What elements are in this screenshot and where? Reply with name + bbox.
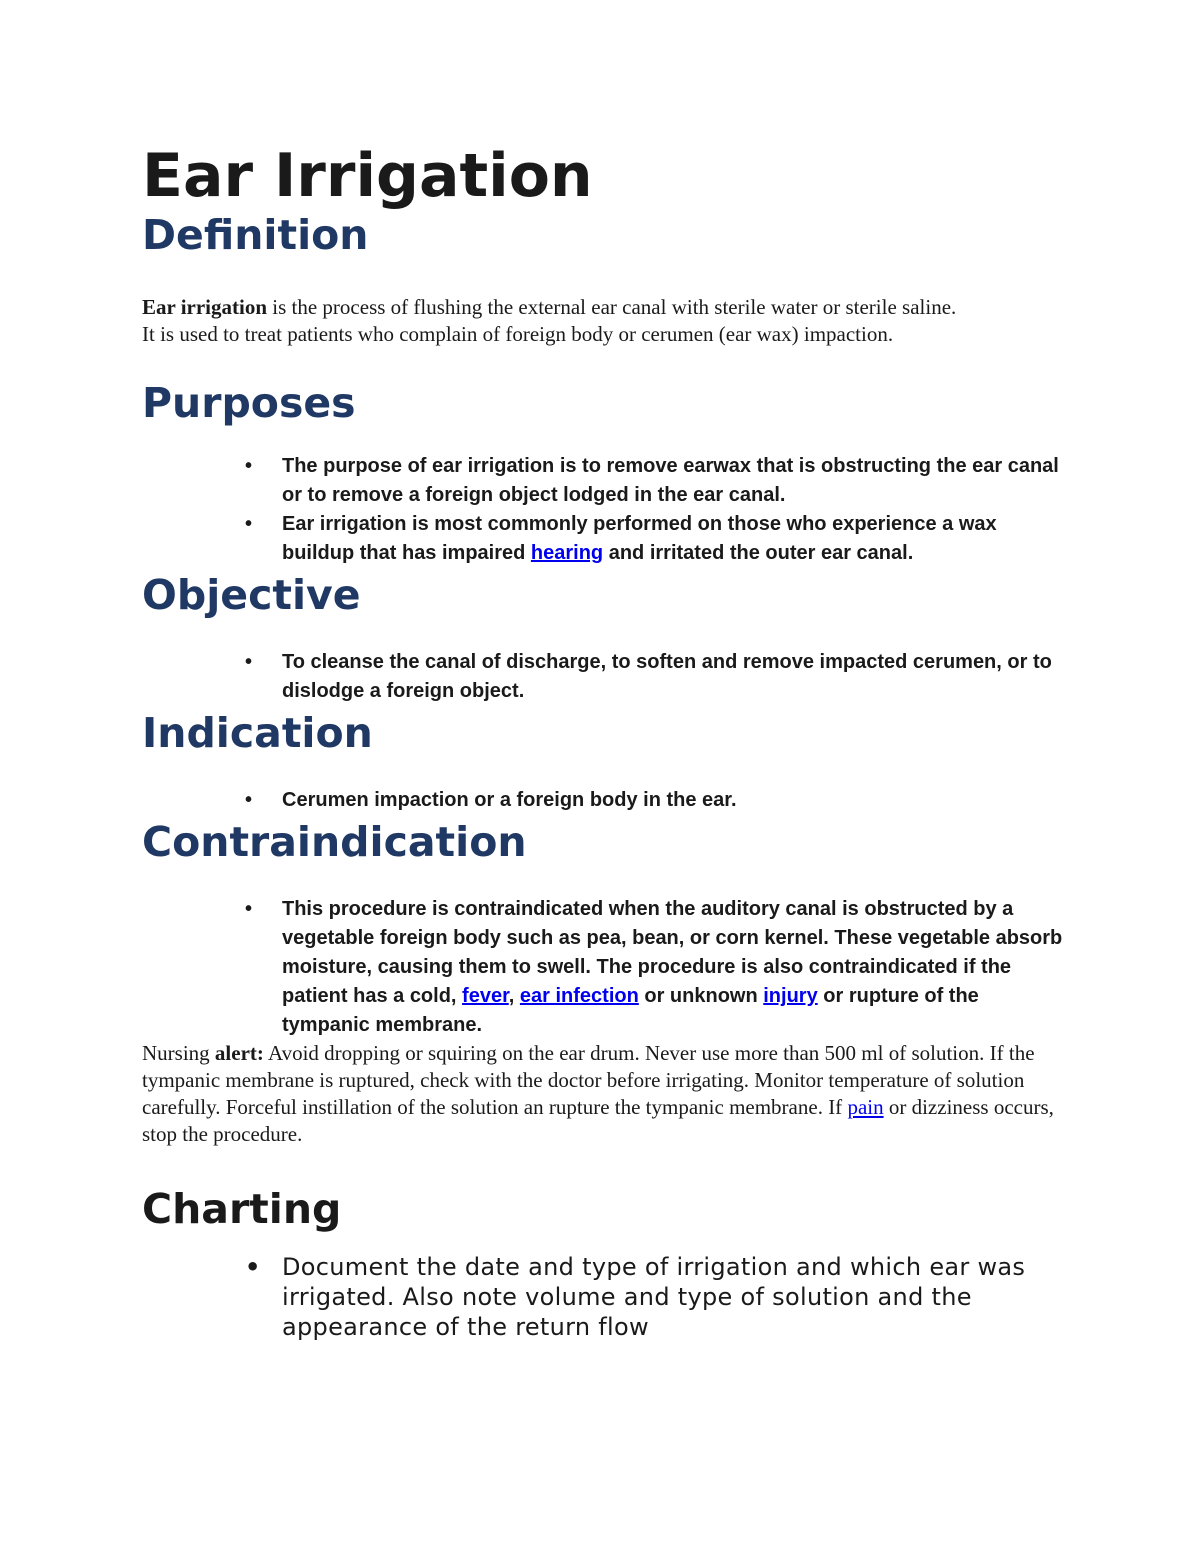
list-item [245, 510, 1072, 568]
document-title: Ear Irrigation [142, 141, 593, 211]
list-item [245, 1252, 1072, 1342]
ear-infection-link[interactable]: ear infection [519, 985, 639, 1007]
indication-heading: Indication [142, 709, 373, 757]
charting-heading: Charting [142, 1185, 342, 1233]
nursing-alert-text-1: Avoid dropping or squiring on the ear drum. Never use more than 500 ml of solution. If the tympanic membrane is ruptured, check with the doctor before irrigating. Monitor temperature of solution carefully. Forceful instillation of the solution an rupture the tympanic membrane. If [142, 1041, 1035, 1119]
definition-term: Ear irrigation [142, 295, 268, 319]
objective-item-1-text: To cleanse the canal of discharge, to soften and remove impacted cerumen, or to dislodge a foreign object. [282, 651, 1052, 702]
bullet-icon: • [245, 651, 253, 673]
purposes-list [142, 452, 1072, 568]
objective-list [142, 648, 1072, 706]
contraindication-text: This procedure is contraindicated when the auditory canal is obstructed by a vegetable foreign body such as pea, bean, or corn kernel. These vegetable absorb moisture, causing them to swell. The procedure is also contraindicated if the patient has a cold, [282, 898, 1063, 1007]
contraindication-after-text: or rupture of the tympanic membrane. [282, 985, 979, 1036]
document-page [142, 140, 1072, 1342]
nursing-alert-prefix: Nursing [142, 1041, 215, 1065]
bullet-icon: • [245, 898, 253, 920]
list-item [245, 648, 1072, 706]
list-item [245, 452, 1072, 510]
definition-heading: Definition [142, 211, 369, 259]
pain-link[interactable]: pain [847, 1095, 884, 1119]
list-item [245, 786, 1072, 815]
contraindication-separator: , [508, 985, 520, 1007]
charting-list [142, 1252, 1072, 1342]
contraindication-mid-text: or unknown [638, 985, 764, 1007]
nursing-alert-text-2: or dizziness occurs, stop the procedure. [142, 1095, 1054, 1146]
bullet-icon: • [245, 1253, 261, 1281]
indication-item-1-text: Cerumen impaction or a foreign body in the ear. [282, 789, 737, 811]
bullet-icon: • [245, 789, 253, 811]
purposes-item-2-after: and irritated the outer ear canal. [603, 542, 914, 564]
nursing-alert-paragraph [142, 1040, 1072, 1148]
hearing-link[interactable]: hearing [530, 542, 604, 564]
bullet-icon: • [245, 513, 253, 535]
contraindication-heading: Contraindication [142, 818, 527, 866]
purposes-item-1-text: The purpose of ear irrigation is to remove earwax that is obstructing the ear canal or to remove a foreign object lodged in the ear canal. [282, 455, 1059, 506]
objective-heading: Objective [142, 571, 361, 619]
fever-link[interactable]: fever [462, 985, 509, 1007]
charting-item-1-text: Document the date and type of irrigation and which ear was irrigated. Also note volume and type of solution and the appearance of the return flow [282, 1253, 1026, 1341]
definition-text-1: is the process of flushing the external ear canal with sterile water or sterile saline. [267, 295, 957, 319]
list-item [245, 895, 1072, 1040]
definition-text-2: It is used to treat patients who complain of foreign body or cerumen (ear wax) impaction. [142, 322, 894, 346]
bullet-icon: • [245, 455, 253, 477]
indication-list [142, 786, 1072, 815]
contraindication-list [142, 895, 1072, 1040]
injury-link[interactable]: injury [763, 985, 818, 1007]
purposes-heading: Purposes [142, 379, 356, 427]
purposes-item-2-text: Ear irrigation is most commonly performed on those who experience a wax buildup that has impaired [282, 513, 997, 564]
definition-paragraph [142, 294, 1072, 348]
nursing-alert-label: alert: [214, 1041, 264, 1065]
